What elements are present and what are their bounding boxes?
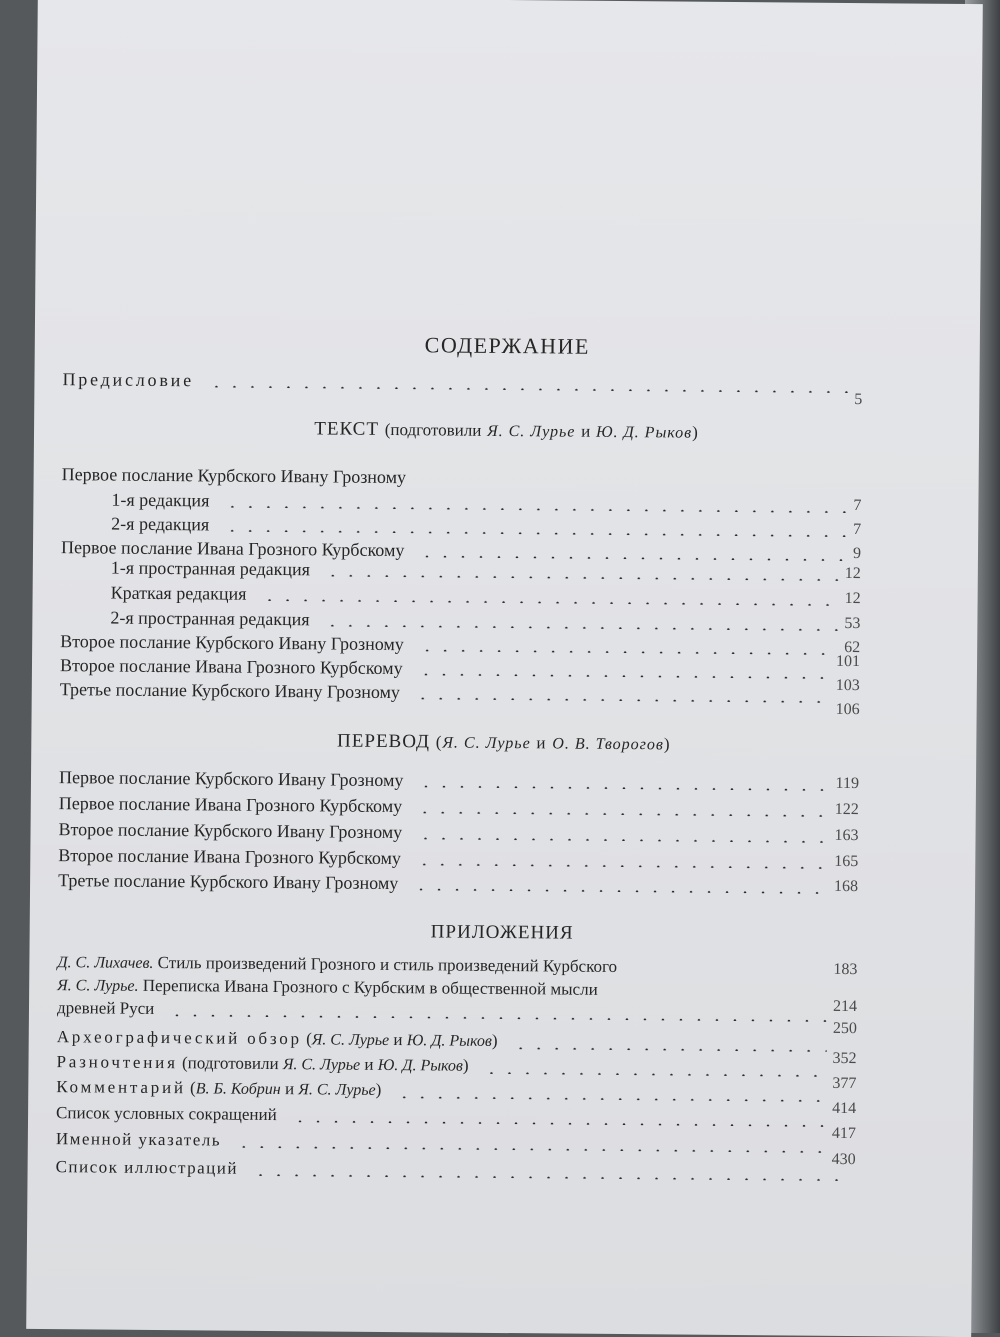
toc-text-fragment: и xyxy=(393,1030,403,1050)
toc-text-fragment: Археографический обзор xyxy=(56,1027,302,1049)
leader-dots xyxy=(260,599,838,606)
toc-text-fragment: и xyxy=(581,421,591,441)
leader-dots xyxy=(412,888,828,894)
toc-text-fragment xyxy=(57,1026,498,1053)
toc-text-fragment: ПЕРЕВОД xyxy=(337,730,431,753)
leader-dots xyxy=(415,863,828,869)
toc-entry xyxy=(58,869,858,898)
toc-text-fragment: ) xyxy=(462,1055,469,1075)
toc-text-fragment: Переписка Ивана Грозного с Курбским в общественной мысли xyxy=(142,975,598,999)
toc-page-number: 414 xyxy=(832,1099,857,1118)
toc-page-number: 377 xyxy=(832,1074,857,1093)
toc-entry xyxy=(59,792,859,821)
toc-page-number: 214 xyxy=(832,997,858,1016)
leader-dots xyxy=(208,385,849,393)
author-name: Д. С. Лихачев. xyxy=(57,954,154,972)
toc-text-fragment: 2-я редакция xyxy=(111,513,210,535)
toc-text-fragment: О. В. Творогов xyxy=(552,735,664,754)
section-heading-text xyxy=(34,416,979,446)
toc-text-fragment: и xyxy=(284,1079,295,1099)
toc-page-number: 7 xyxy=(853,521,862,539)
toc-text-fragment: Третье послание Курбского Ивану Грозному xyxy=(59,679,401,703)
toc-page-number: 62 xyxy=(844,638,861,657)
toc-text-fragment: Стиль произведений Грозного и стиль произведений Курбского xyxy=(157,952,618,976)
toc-page-number: 7 xyxy=(853,497,862,515)
toc-text-fragment: Я. С. Лурье xyxy=(487,422,576,441)
toc-text-fragment: Список условных сокращений xyxy=(56,1103,277,1125)
leader-dots xyxy=(323,624,838,630)
toc-page-number: 9 xyxy=(852,545,862,563)
toc-page-number: 103 xyxy=(835,676,860,695)
toc-text-fragment: Разночтения xyxy=(56,1052,178,1073)
toc-text-fragment: Первое послание Ивана Грозного Курбскому xyxy=(58,793,403,817)
toc-text-fragment: ) xyxy=(692,422,699,442)
leader-dots xyxy=(324,574,839,580)
leader-dots xyxy=(418,649,830,655)
toc-page-number: 168 xyxy=(834,877,859,896)
toc-text-fragment: Я. С. Лурье xyxy=(442,734,531,753)
toc-text-fragment: Я. С. Лурье xyxy=(282,1056,361,1074)
toc-text-fragment: ) xyxy=(663,734,671,754)
leader-dots xyxy=(223,530,847,537)
toc-text-fragment: ( xyxy=(435,732,443,752)
toc-text-fragment xyxy=(56,1051,468,1078)
toc-entry xyxy=(58,844,858,873)
toc-text-fragment: Второе послание Ивана Грозного Курбскому xyxy=(58,845,402,869)
section-heading-translation xyxy=(31,728,976,758)
leader-dots xyxy=(414,697,830,703)
toc-text-fragment: 1-я пространная редакция xyxy=(110,557,311,580)
toc-text-fragment: (подготовили xyxy=(181,1053,279,1074)
toc-page-number: 430 xyxy=(831,1150,856,1169)
toc-text-fragment: Второе послание Курбского Ивану Грозному xyxy=(60,631,404,655)
leader-dots xyxy=(417,673,830,679)
toc-text-fragment: Я. С. Лурье xyxy=(298,1081,376,1099)
toc-text-fragment: Первое послание Курбского Ивану Грозному xyxy=(61,464,407,488)
leader-dots xyxy=(416,811,829,817)
leader-dots xyxy=(252,1174,850,1181)
toc-text-fragment: 1-я редакция xyxy=(111,489,210,511)
toc-text-fragment: В. Б. Кобрин xyxy=(195,1080,281,1099)
toc-page-number: 12 xyxy=(844,589,861,608)
toc-entry-preface xyxy=(62,368,863,409)
toc-text-fragment: древней Руси xyxy=(56,998,155,1018)
leader-dots xyxy=(395,1096,826,1102)
toc-page-number: 417 xyxy=(831,1124,857,1143)
toc-entry xyxy=(111,582,861,611)
toc-page-number: 101 xyxy=(835,652,861,671)
toc-text-fragment: ( xyxy=(189,1078,196,1098)
leader-dots xyxy=(291,1120,826,1127)
toc-text-fragment: Второе послание Курбского Ивану Грозному xyxy=(58,819,403,843)
toc-text-fragment: Ю. Д. Рыков xyxy=(595,423,693,442)
toc-entry xyxy=(56,1156,856,1185)
toc-page-number: 53 xyxy=(844,614,861,633)
page-title: СОДЕРЖАНИЕ xyxy=(424,332,591,359)
toc-text-fragment: Второе послание Ивана Грозного Курбскому xyxy=(59,655,403,679)
toc-text-fragment: (подготовили xyxy=(384,419,482,440)
toc-page-number: 165 xyxy=(834,852,859,871)
toc-text-fragment: ) xyxy=(491,1030,498,1050)
toc-entry xyxy=(59,766,859,795)
toc-entry xyxy=(58,818,858,847)
toc-text-fragment: Именной указатель xyxy=(55,1129,222,1150)
book-page xyxy=(26,0,983,1337)
section-heading-appendix: ПРИЛОЖЕНИЯ xyxy=(430,921,574,944)
leader-dots xyxy=(416,837,828,843)
toc-page-number: 5 xyxy=(854,391,863,409)
toc-entry xyxy=(62,463,862,492)
toc-text-fragment xyxy=(56,1076,381,1102)
toc-page-number: 12 xyxy=(844,564,861,583)
toc-text-fragment: Я. С. Лурье xyxy=(311,1031,390,1050)
toc-page-number: 183 xyxy=(833,960,858,979)
toc-page-number: 163 xyxy=(834,826,859,845)
toc-entry-label: Предисловие xyxy=(62,369,195,391)
toc-text-fragment: 2-я пространная редакция xyxy=(110,607,310,630)
author-name: Я. С. Лурье. xyxy=(57,977,139,995)
leader-dots xyxy=(223,506,847,513)
toc-page-number: 122 xyxy=(834,800,859,819)
toc-entry xyxy=(59,678,860,719)
toc-text-fragment: и xyxy=(364,1054,374,1074)
leader-dots xyxy=(168,1014,827,1022)
toc-text-fragment: ТЕКСТ xyxy=(314,418,380,440)
toc-page-number: 352 xyxy=(832,1049,857,1068)
toc-text-fragment: ) xyxy=(375,1079,382,1099)
leader-dots xyxy=(483,1072,827,1077)
toc-text-fragment: Первое послание Ивана Грозного Курбскому xyxy=(60,537,405,561)
leader-dots xyxy=(511,1047,826,1052)
toc-text-fragment: Краткая редакция xyxy=(110,582,247,604)
toc-text-fragment: Ю. Д. Рыков xyxy=(406,1032,492,1050)
toc-page-number: 250 xyxy=(832,1019,857,1038)
toc-text-fragment: Третье послание Курбского Ивану Грозному xyxy=(58,870,399,894)
toc-text-fragment: Первое послание Курбского Ивану Грозному xyxy=(58,767,404,791)
toc-page-number: 106 xyxy=(835,700,860,719)
toc-text-fragment: и xyxy=(536,733,547,753)
toc-text-fragment: Список иллюстраций xyxy=(55,1157,239,1178)
toc-text-fragment: ( xyxy=(306,1029,312,1049)
toc-text-fragment: Ю. Д. Рыков xyxy=(377,1056,463,1075)
toc-text-fragment: Комментарий xyxy=(56,1077,186,1098)
toc-page-number: 119 xyxy=(835,774,860,793)
leader-dots xyxy=(417,785,829,791)
leader-dots xyxy=(235,1146,826,1153)
